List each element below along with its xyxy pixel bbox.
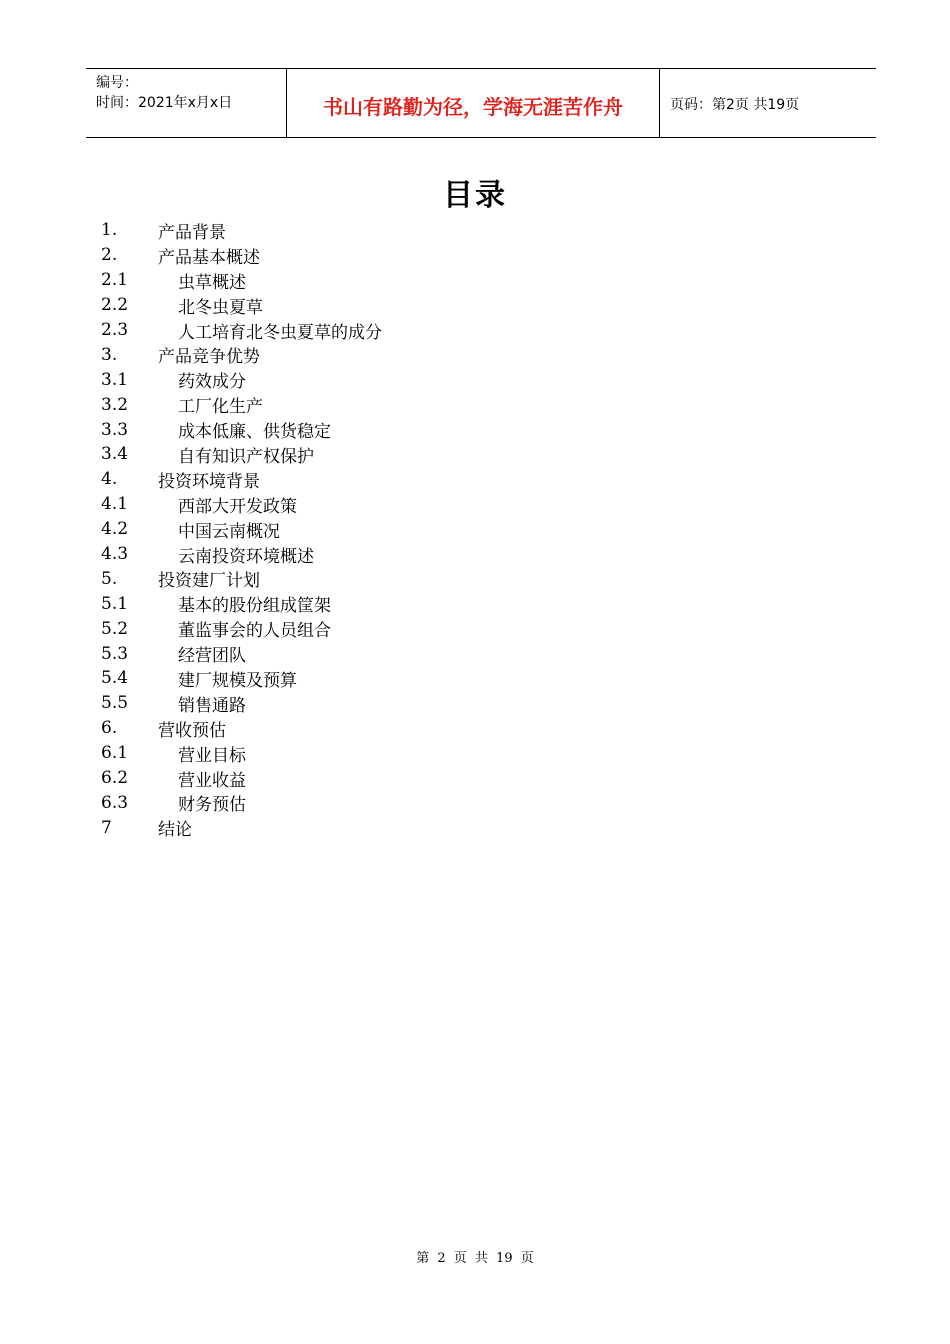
toc-entry-number: 5.5 bbox=[101, 693, 129, 714]
toc-entry-text: 基本的股份组成筐架 bbox=[178, 596, 331, 617]
toc-entry[interactable] bbox=[101, 417, 382, 442]
toc-entry[interactable] bbox=[101, 566, 382, 591]
toc-entry-number: 5. bbox=[101, 568, 118, 589]
toc-entry[interactable] bbox=[101, 442, 382, 467]
toc-entry-number: 4.1 bbox=[101, 494, 129, 515]
toc-entry-text: 药效成分 bbox=[178, 372, 246, 393]
toc-entry[interactable] bbox=[101, 467, 382, 492]
page-footer: 第 2 页 共 19 页 bbox=[416, 1251, 534, 1266]
toc-entry-text: 产品背景 bbox=[158, 222, 226, 243]
toc-entry[interactable] bbox=[101, 243, 382, 268]
toc-entry-text: 投资建厂计划 bbox=[158, 571, 260, 592]
toc-entry-text: 营收预估 bbox=[158, 720, 226, 741]
toc-entry-text: 中国云南概况 bbox=[178, 521, 280, 542]
page-header bbox=[86, 68, 876, 138]
toc-entry[interactable] bbox=[101, 616, 382, 641]
toc-entry[interactable] bbox=[101, 741, 382, 766]
toc-entry[interactable] bbox=[101, 492, 382, 517]
toc-entry-number: 5.1 bbox=[101, 593, 129, 614]
toc-entry-number: 6.2 bbox=[101, 768, 129, 789]
toc-entry-number: 7 bbox=[101, 817, 112, 838]
toc-entry-number: 6.3 bbox=[101, 792, 129, 813]
table-of-contents bbox=[101, 218, 382, 840]
toc-entry-number: 3.2 bbox=[101, 394, 129, 415]
toc-entry-number: 1. bbox=[101, 220, 118, 241]
toc-entry-text: 营业目标 bbox=[178, 745, 246, 766]
toc-entry-text: 云南投资环境概述 bbox=[178, 546, 314, 567]
toc-entry[interactable] bbox=[101, 691, 382, 716]
toc-entry-number: 5.2 bbox=[101, 618, 129, 639]
toc-entry-number: 2.2 bbox=[101, 295, 129, 316]
toc-entry-text: 虫草概述 bbox=[178, 272, 246, 293]
toc-entry-number: 5.3 bbox=[101, 643, 129, 664]
header-page-info: 页码：第2页 共19页 bbox=[670, 97, 800, 113]
header-meta bbox=[86, 69, 287, 137]
toc-entry-text: 产品基本概述 bbox=[158, 247, 260, 268]
toc-entry[interactable] bbox=[101, 293, 382, 318]
toc-entry-text: 董监事会的人员组合 bbox=[178, 621, 331, 642]
toc-entry-text: 北冬虫夏草 bbox=[178, 297, 263, 318]
toc-entry[interactable] bbox=[101, 591, 382, 616]
page-title: 目录 bbox=[443, 178, 507, 213]
toc-entry-text: 营业收益 bbox=[178, 770, 246, 791]
toc-entry-number: 3. bbox=[101, 344, 118, 365]
toc-entry[interactable] bbox=[101, 790, 382, 815]
toc-entry-number: 3.1 bbox=[101, 369, 129, 390]
toc-entry[interactable] bbox=[101, 542, 382, 567]
toc-entry[interactable] bbox=[101, 716, 382, 741]
toc-entry-text: 建厂规模及预算 bbox=[178, 670, 297, 691]
toc-entry[interactable] bbox=[101, 342, 382, 367]
toc-entry[interactable] bbox=[101, 318, 382, 343]
toc-entry[interactable] bbox=[101, 517, 382, 542]
toc-entry[interactable] bbox=[101, 268, 382, 293]
toc-entry-number: 6.1 bbox=[101, 743, 129, 764]
document-number-label: 编号： bbox=[96, 75, 138, 91]
toc-entry-number: 2.1 bbox=[101, 270, 129, 291]
header-motto: 书山有路勤为径，学海无涯苦作舟 bbox=[287, 69, 660, 137]
toc-entry-number: 4.2 bbox=[101, 519, 129, 540]
toc-entry[interactable] bbox=[101, 766, 382, 791]
toc-entry-text: 销售通路 bbox=[178, 695, 246, 716]
toc-entry-number: 3.4 bbox=[101, 444, 129, 465]
toc-entry[interactable] bbox=[101, 218, 382, 243]
toc-entry-number: 6. bbox=[101, 718, 118, 739]
toc-entry[interactable] bbox=[101, 815, 382, 840]
toc-entry-text: 成本低廉、供货稳定 bbox=[178, 422, 331, 443]
toc-entry-text: 工厂化生产 bbox=[178, 397, 263, 418]
toc-entry-text: 经营团队 bbox=[178, 646, 246, 667]
toc-entry-number: 4.3 bbox=[101, 544, 129, 565]
toc-entry-number: 3.3 bbox=[101, 419, 129, 440]
toc-entry[interactable] bbox=[101, 666, 382, 691]
toc-entry-text: 人工培育北冬虫夏草的成分 bbox=[178, 322, 382, 343]
toc-entry-text: 投资环境背景 bbox=[158, 471, 260, 492]
toc-entry[interactable] bbox=[101, 641, 382, 666]
toc-entry-text: 西部大开发政策 bbox=[178, 496, 297, 517]
toc-entry-text: 结论 bbox=[158, 820, 192, 841]
toc-entry-number: 4. bbox=[101, 469, 118, 490]
toc-entry-text: 自有知识产权保护 bbox=[178, 446, 314, 467]
document-time-label: 时间：2021年x月x日 bbox=[96, 95, 233, 111]
toc-entry-text: 产品竞争优势 bbox=[158, 347, 260, 368]
toc-entry-number: 2.3 bbox=[101, 320, 129, 340]
toc-entry-number: 2. bbox=[101, 245, 118, 266]
toc-entry-text: 财务预估 bbox=[178, 795, 246, 816]
toc-entry[interactable] bbox=[101, 367, 382, 392]
toc-entry[interactable] bbox=[101, 392, 382, 417]
toc-entry-number: 5.4 bbox=[101, 668, 129, 689]
